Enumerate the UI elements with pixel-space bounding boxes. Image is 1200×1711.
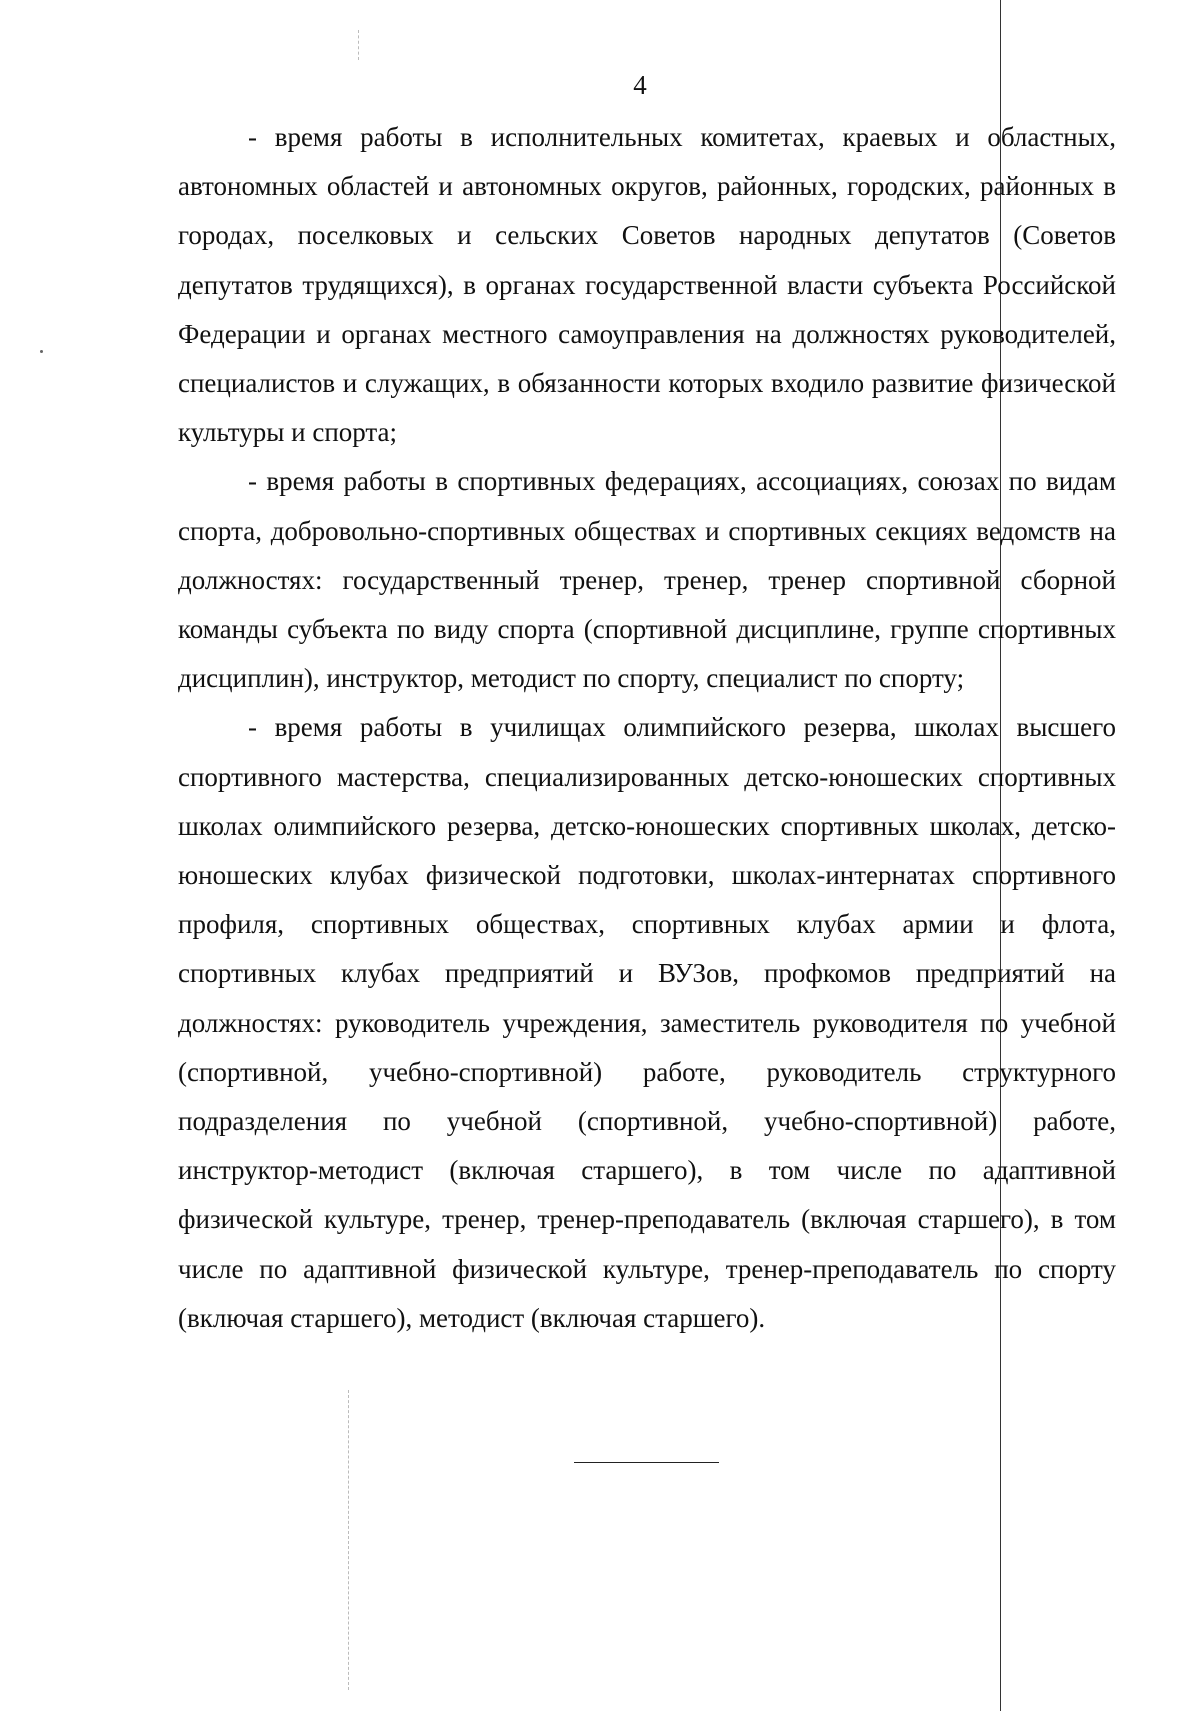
scan-speck [40, 350, 43, 353]
closing-rule [574, 1462, 719, 1463]
paragraph-sports-federations: - время работы в спортивных федерациях, ассоциациях, союзах по видам спорта, добровольно-спортивных обществах и спортивных секциях ведомств на должностях: государственный тренер, тренер, тренер спортивной сборной команды субъекта по виду спорта (спортивной дисциплине, группе спортивных дисциплин), инструктор, методист по спорту, специалист по спорту; [178, 466, 1116, 694]
scan-faint-line [358, 30, 359, 60]
paragraph-olympic-reserve-schools: - время работы в училищах олимпийского резерва, школах высшего спортивного мастерства, специализированных детско-юношеских спортивных школах олимпийского резерва, детско-юношеских спортивных школах, детско-юношеских клубах физической подготовки, школах-интернатах спортивного профиля, спортивных обществах, спортивных клубах армии и флота, спортивных клубах предприятий и ВУЗов, профкомов предприятий на должностях: руководитель учреждения, заместитель руководителя по учебной (спортивной, учебно-спортивной) работе, руководитель структурного подразделения по учебной (спортивной, учебно-спортивной) работе, инструктор-методист (включая старшего), в том числе по адаптивной физической культуре, тренер, тренер-преподаватель (включая старшего), в том числе по адаптивной физической культуре, тренер-преподаватель по спорту (включая старшего), методист (включая старшего). [178, 712, 1116, 1333]
paragraph-executive-committees: - время работы в исполнительных комитетах, краевых и областных, автономных областей и автономных округов, районных, городских, районных в городах, поселковых и сельских Советов народных депутатов (Советов депутатов трудящихся), в органах государственной власти субъекта Российской Федерации и органах местного самоуправления на должностях руководителей, специалистов и служащих, в обязанности которых входило развитие физической культуры и спорта; [178, 122, 1116, 448]
page-number: 4 [633, 70, 647, 100]
body-text [178, 113, 1116, 1343]
scan-faint-line [348, 1390, 349, 1690]
